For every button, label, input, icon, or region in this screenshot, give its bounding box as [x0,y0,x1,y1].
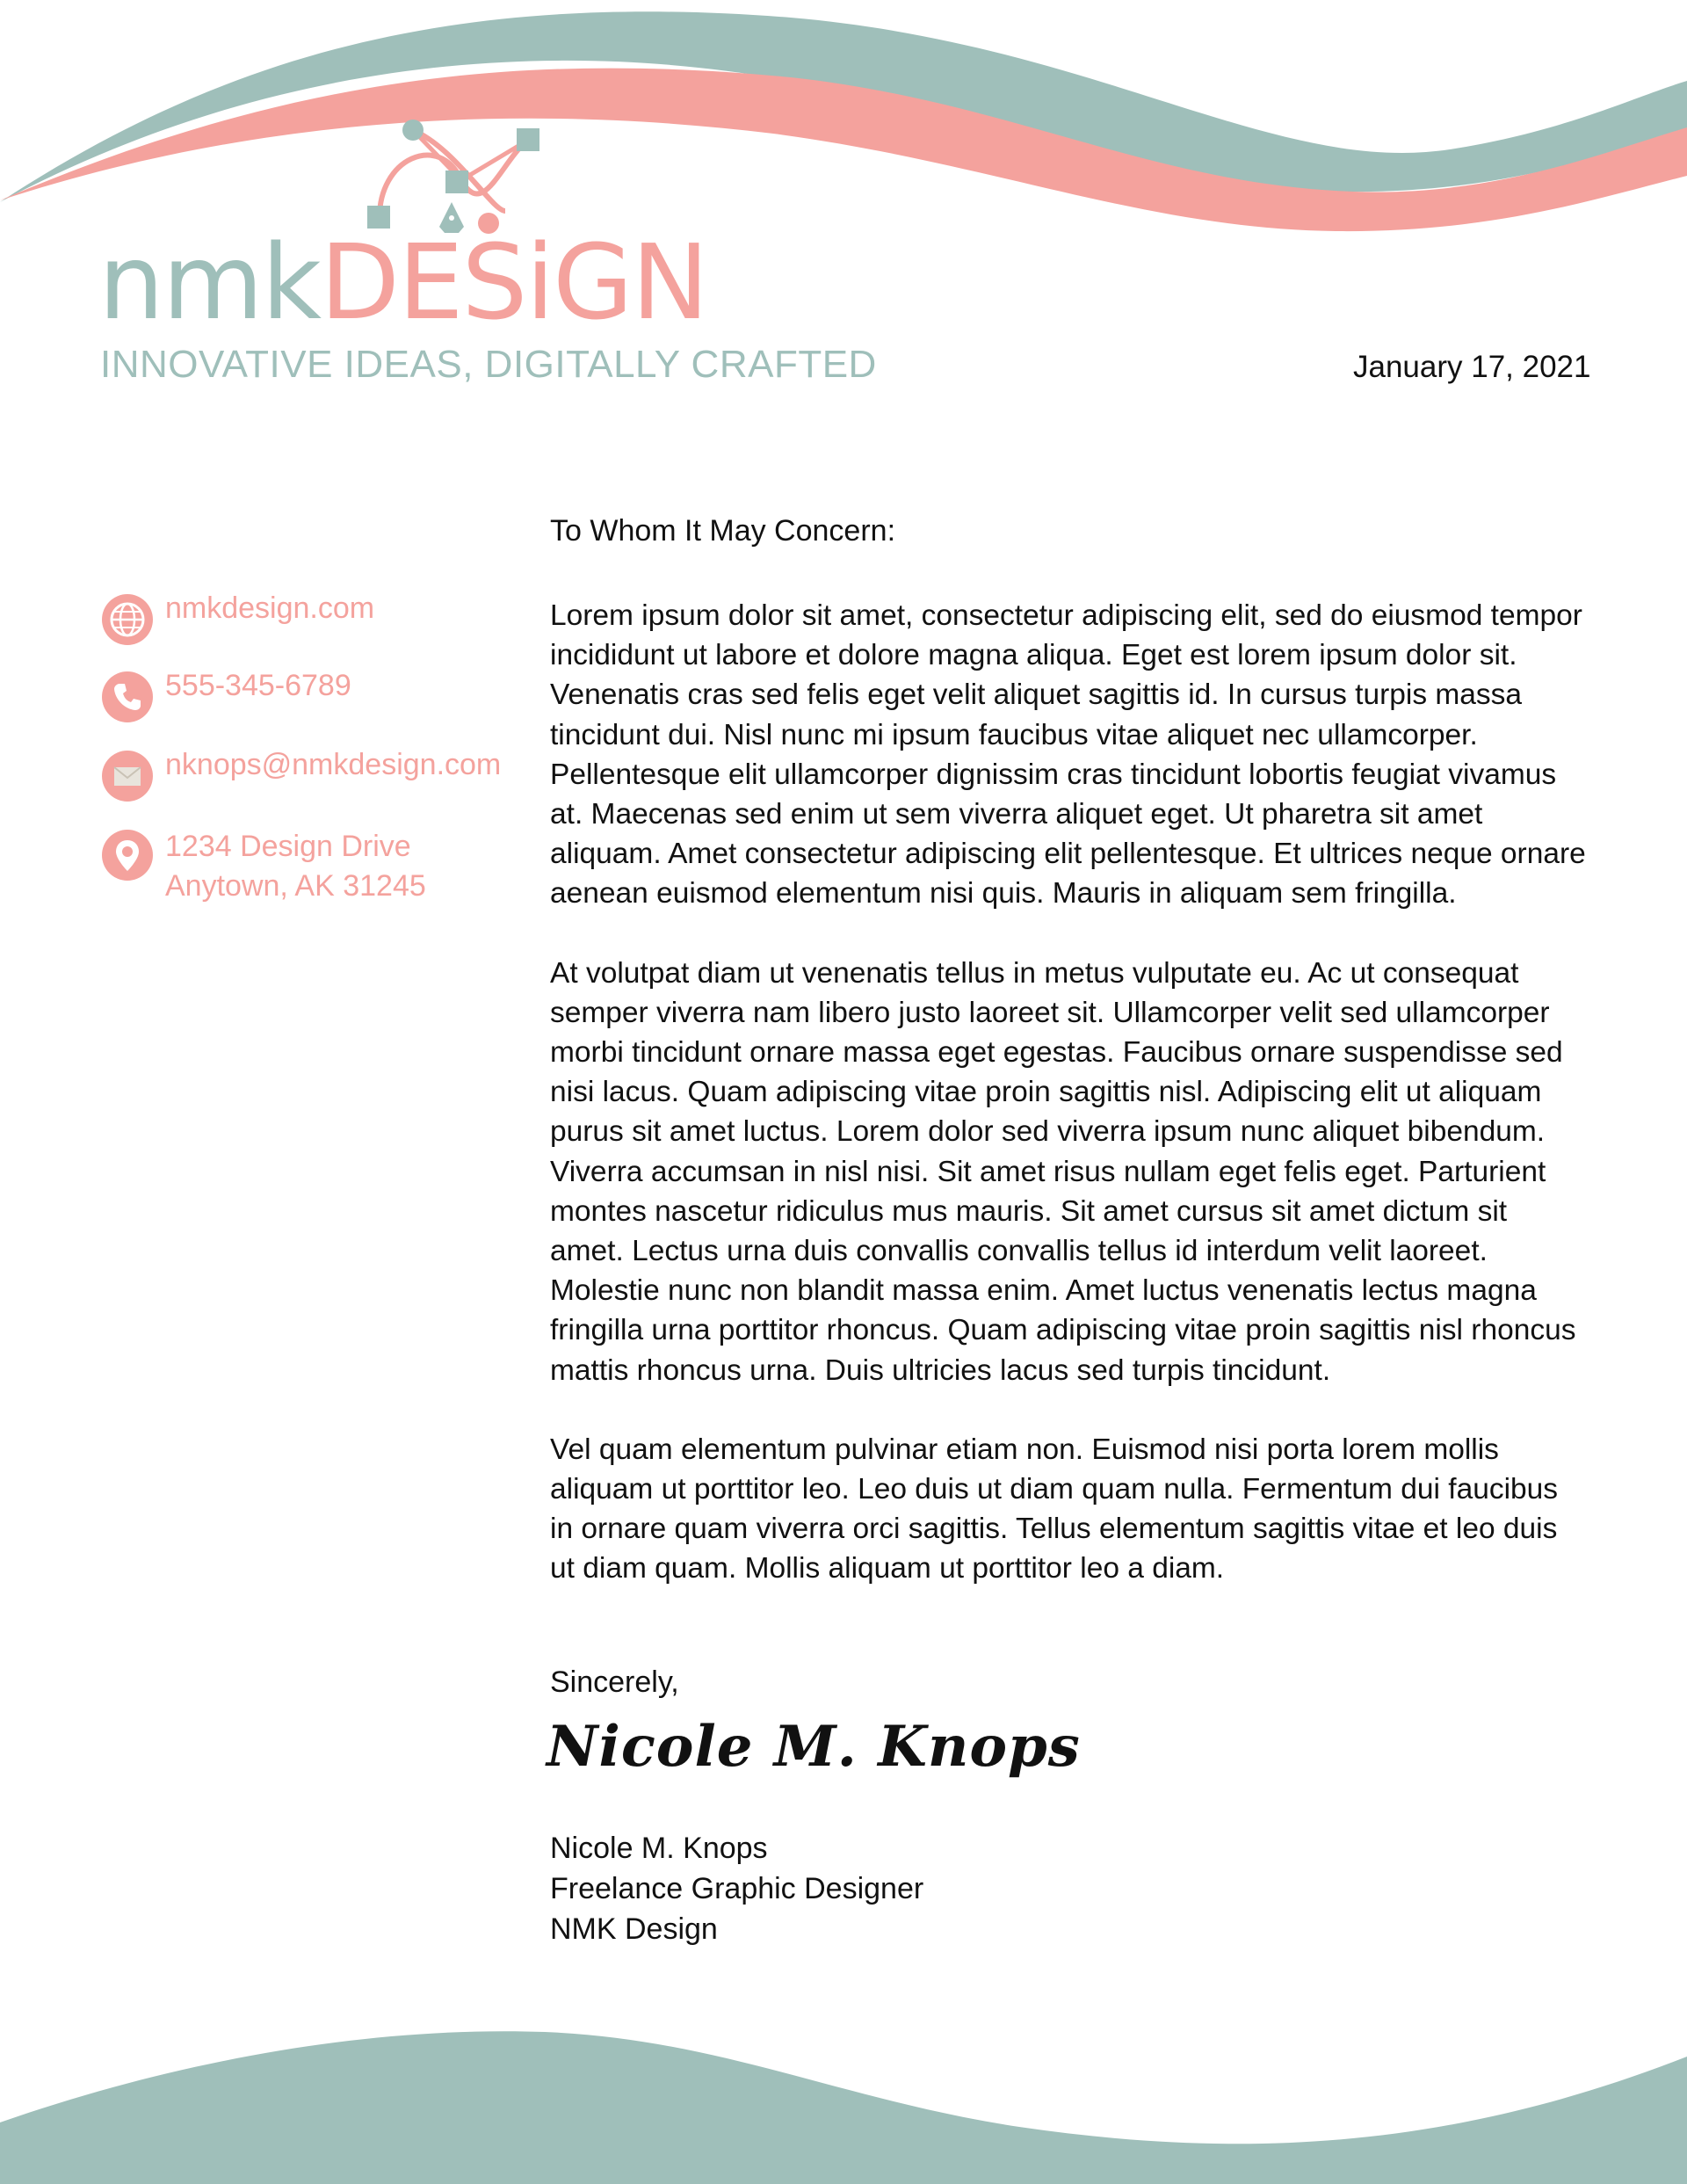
sender-name: Nicole M. Knops [550,1832,768,1865]
tagline: INNOVATIVE IDEAS, DIGITALLY CRAFTED [100,343,877,386]
email-address[interactable]: nknops@nmkdesign.com [165,748,502,781]
footer-wave [0,2021,1687,2184]
sender-company: NMK Design [550,1912,718,1946]
address-line-1: 1234 Design Drive [165,830,411,863]
sender-title: Freelance Graphic Designer [550,1872,924,1905]
phone-icon [102,671,153,722]
phone-number[interactable]: 555-345-6789 [165,669,351,702]
paragraph-2: At volutpat diam ut venenatis tellus in metus vulputate eu. Ac ut consequat semper viverra nam libero justo laoreet sit. Ullamcorper velit sed ullamcorper morbi tincidunt ornare massa eget egestas. Faucibus ornare suspendisse sed nisi lacus. Quam adipiscing vitae proin sagittis nisl. Adipiscing elit ut aliquam purus sit amet luctus. Lorem dolor sed viverra ipsum nunc aliquet bibendum. Viverra accumsan in nisl nisi. Sit amet risus nullam eget felis eget. Parturient montes nascetur ridiculus mus mauris. Sit amet cursus sit amet dictum sit amet. Lectus urna duis convallis convallis tellus id interdum velit laoreet. Molestie nunc non blandit massa enim. Amet luctus venenatis lectus magna fringilla urna porttitor rhoncus. Quam adipiscing vitae proin sagittis nisl rhoncus mattis rhoncus urna. Duis ultricies lacus sed turpis tincidunt. [550,956,1576,1387]
bezier-pen-icon [360,114,549,237]
letter-date: January 17, 2021 [1353,350,1591,384]
paragraph-1: Lorem ipsum dolor sit amet, consectetur adipiscing elit, sed do eiusmod tempor incididunt ut labore et dolore magna aliqua. Eget est lorem ipsum dolor sit. Venenatis cras sed felis eget velit aliquet sagittis id. In cursus turpis massa tincidunt dui. Nisl nunc mi ipsum faucibus vitae aliquet nec ullamcorper. Pellentesque elit ullamcorper dignissim cras tincidunt lobortis feugiat vivamus at. Maecenas sed enim ut sem viverra aliquet eget. Ut pharetra sit amet aliquam. Amet consectetur adipiscing elit pellentesque. Et ultrices neque ornare aenean euismod elementum nisi quis. Mauris in aliquam sem fringilla. [550,599,1586,911]
letter-body [550,596,1587,1589]
paragraph-3: Vel quam elementum pulvinar etiam non. Euismod nisi porta lorem mollis aliquam ut porttitor leo. Leo duis ut diam quam nulla. Fermentum dui faucibus in ornare quam viverra orci sagittis. Tellus elementum sagittis vitae et leo duis ut diam quam. Mollis aliquam ut porttitor leo a diam. [550,1433,1559,1585]
address-line-2: Anytown, AK 31245 [165,869,426,903]
logo-wordmark [98,221,707,343]
signature: Nicole M. Knops [547,1714,1081,1780]
logo-nmk: nmk [98,221,321,343]
website-link[interactable]: nmkdesign.com [165,591,375,625]
envelope-icon [102,751,153,802]
header-wave [0,0,1687,255]
letter-closing: Sincerely, [550,1665,679,1699]
letter-greeting: To Whom It May Concern: [550,514,896,548]
globe-icon [102,594,153,645]
sender-block [550,1828,923,1949]
location-pin-icon [102,830,153,881]
logo-design: DESiGN [320,221,707,343]
